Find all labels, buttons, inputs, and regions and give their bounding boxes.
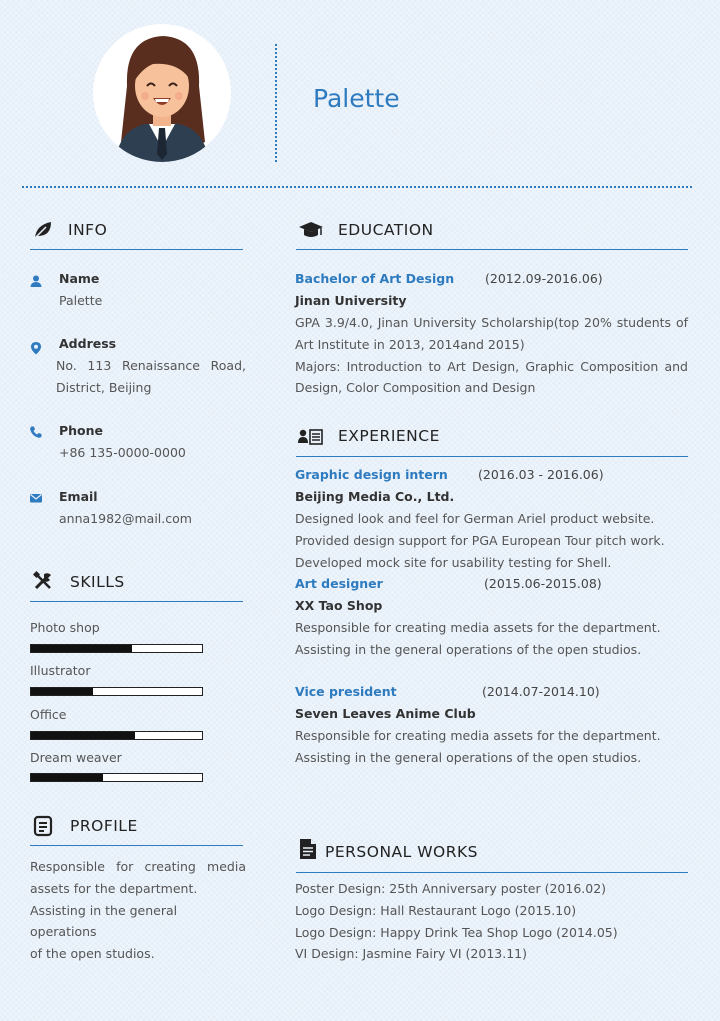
- job-line: Developed mock site for usability testing for Shell.: [295, 554, 612, 570]
- profile-line: assets for the department.: [30, 880, 198, 896]
- skill-name: Photo shop: [30, 620, 100, 635]
- skill-bar-fill: [31, 645, 132, 652]
- job-role: Art designer: [295, 576, 383, 591]
- profile-line: Responsible for creating media: [30, 859, 246, 874]
- education-degree: Bachelor of Art Design: [295, 271, 455, 286]
- job-org: Beijing Media Co., Ltd.: [295, 489, 455, 504]
- works-rule: [296, 872, 688, 873]
- skill-bar-fill: [31, 688, 93, 695]
- address-line-1: No. 113 Renaissance Road,: [56, 358, 246, 373]
- education-dates: (2012.09-2016.06): [485, 271, 603, 286]
- experience-title: EXPERIENCE: [338, 427, 440, 445]
- profile-rule: [30, 845, 243, 846]
- job-line: Designed look and feel for German Ariel product website.: [295, 511, 655, 526]
- skills-rule: [30, 601, 243, 602]
- header-separator: [22, 186, 692, 188]
- avatar-illustration: [93, 24, 231, 162]
- email-value: anna1982@mail.com: [59, 511, 192, 526]
- person-icon: [29, 273, 43, 292]
- work-item: Logo Design: Happy Drink Tea Shop Logo (2014.05): [295, 924, 618, 940]
- skill-bar-fill: [31, 774, 103, 781]
- profile-title: PROFILE: [70, 817, 138, 835]
- skill-name: Illustrator: [30, 663, 91, 678]
- tools-icon: [32, 570, 54, 596]
- graduation-cap-icon: [298, 219, 324, 245]
- phone-icon: [29, 424, 43, 443]
- leaf-icon: [32, 219, 54, 245]
- job-org: XX Tao Shop: [295, 598, 383, 613]
- profile-icon: [32, 815, 54, 841]
- contact-card-icon: [298, 427, 324, 451]
- name-value: Palette: [59, 293, 103, 308]
- skill-bar: [30, 773, 203, 782]
- header-divider: [275, 44, 277, 162]
- job-line: Assisting in the general operations of the open studios.: [295, 749, 642, 765]
- phone-value: +86 135-0000-0000: [59, 445, 186, 460]
- skill-name: Office: [30, 707, 67, 722]
- education-line: Majors: Introduction to Art Design, Graphic Composition and: [295, 358, 688, 374]
- address-line-2: District, Beijing: [56, 380, 152, 395]
- candidate-name: Palette: [313, 84, 400, 113]
- education-line: Art Institute in 2013, 2014and 2015): [295, 336, 525, 352]
- address-label: Address: [59, 336, 117, 351]
- job-role: Graphic design intern: [295, 467, 448, 482]
- education-school: Jinan University: [295, 293, 407, 308]
- work-item: VI Design: Jasmine Fairy VI (2013.11): [295, 946, 527, 962]
- job-role: Vice president: [295, 684, 397, 699]
- work-item: Logo Design: Hall Restaurant Logo (2015.10): [295, 902, 577, 918]
- skills-title: SKILLS: [70, 573, 125, 591]
- works-title: PERSONAL WORKS: [325, 843, 479, 861]
- skill-name: Dream weaver: [30, 750, 122, 765]
- info-title: INFO: [68, 221, 108, 239]
- job-line: Provided design support for PGA European Tour pitch work.: [295, 532, 665, 548]
- skill-bar-fill: [31, 732, 135, 739]
- location-pin-icon: [29, 340, 43, 359]
- job-line: Assisting in the general operations of the open studios.: [295, 641, 642, 657]
- info-rule: [30, 249, 243, 250]
- job-line: Responsible for creating media assets for the department.: [295, 728, 661, 743]
- education-rule: [296, 249, 688, 250]
- skill-bar: [30, 644, 203, 653]
- job-line: Responsible for creating media assets for the department.: [295, 620, 661, 635]
- job-dates: (2015.06-2015.08): [484, 576, 602, 591]
- skill-bar: [30, 687, 203, 696]
- email-label: Email: [59, 489, 98, 504]
- experience-rule: [296, 456, 688, 457]
- profile-line: of the open studios.: [30, 946, 155, 962]
- profile-line: Assisting in the general operations: [30, 902, 178, 940]
- document-icon: [299, 838, 317, 864]
- name-label: Name: [59, 271, 100, 286]
- education-line: Design, Color Composition and Design: [295, 380, 536, 396]
- job-dates: (2016.03 - 2016.06): [478, 467, 604, 482]
- skill-bar: [30, 731, 203, 740]
- job-org: Seven Leaves Anime Club: [295, 706, 476, 721]
- education-line: GPA 3.9/4.0, Jinan University Scholarship(top 20% students of: [295, 315, 688, 330]
- education-title: EDUCATION: [338, 221, 434, 239]
- envelope-icon: [29, 490, 43, 509]
- work-item: Poster Design: 25th Anniversary poster (2016.02): [295, 881, 607, 896]
- job-dates: (2014.07-2014.10): [482, 684, 600, 699]
- avatar: [93, 24, 231, 162]
- phone-label: Phone: [59, 423, 104, 438]
